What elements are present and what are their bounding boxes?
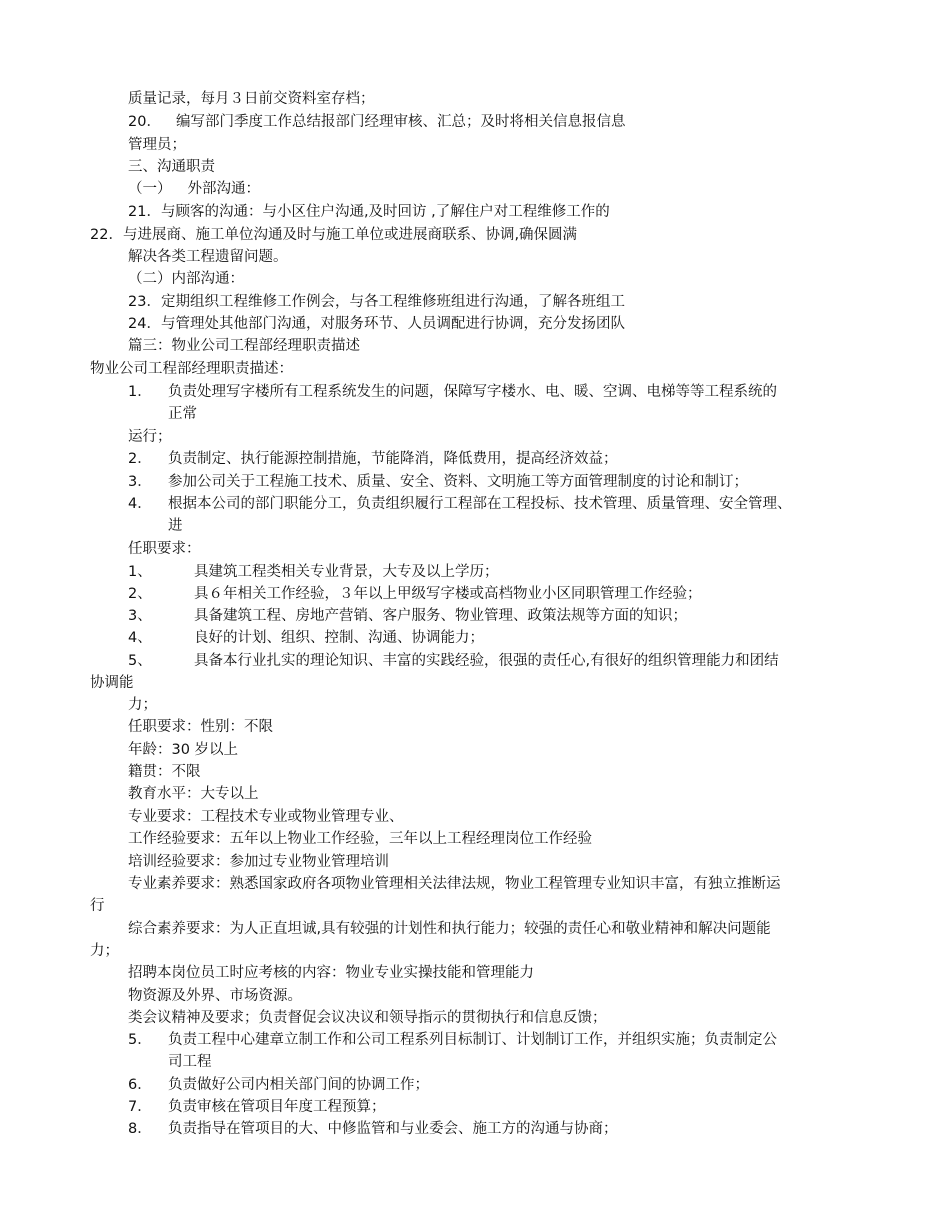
numbered-item bbox=[128, 1029, 777, 1051]
item-number: 1． bbox=[128, 384, 152, 400]
text-line: 质量记录，每月３日前交资料室存档； bbox=[128, 91, 375, 107]
subsection-heading: （二）内部沟通： bbox=[128, 271, 244, 287]
item-text: 具备建筑工程、房地产营销、客户服务、物业管理、政策法规等方面的知识； bbox=[194, 608, 687, 624]
text-line: 专业素养要求：熟悉国家政府各项物业管理相关法律法规，物业工程管理专业知识丰富，有独立推断运 bbox=[128, 876, 781, 892]
text-line: 类会议精神及要求；负责督促会议决议和领导指示的贯彻执行和信息反馈； bbox=[128, 1010, 607, 1026]
item-text: 负责处理写字楼所有工程系统发生的问题，保障写字楼水、电、暖、空调、电梯等等工程系统的 bbox=[168, 384, 777, 400]
item-text: 具建筑工程类相关专业背景，大专及以上学历； bbox=[194, 564, 499, 580]
item-text: 良好的计划、组织、控制、沟通、协调能力； bbox=[194, 630, 484, 646]
text-line: 力； bbox=[90, 943, 119, 959]
numbered-item bbox=[128, 1096, 386, 1118]
text-line: 任职要求： bbox=[128, 541, 201, 557]
numbered-item bbox=[128, 650, 779, 672]
text-line: 运行； bbox=[128, 429, 172, 445]
numbered-item bbox=[128, 471, 748, 493]
text-line: 23．定期组织工程维修工作例会，与各工程维修班组进行沟通，了解各班组工 bbox=[128, 294, 625, 310]
text-line: 任职要求：性别：不限 bbox=[128, 719, 273, 735]
item-number: 8． bbox=[128, 1121, 152, 1137]
text-line: 物资源及外界、市场资源。 bbox=[128, 988, 302, 1004]
section-heading: 三、沟通职责 bbox=[128, 159, 215, 175]
item-number: 1、 bbox=[128, 564, 152, 580]
text-line: 专业要求：工程技术专业或物业管理专业、 bbox=[128, 809, 404, 825]
text-line: 解决各类工程遗留问题。 bbox=[128, 249, 288, 265]
text-line: 教育水平：大专以上 bbox=[128, 786, 259, 802]
numbered-item bbox=[128, 561, 499, 583]
numbered-item bbox=[128, 1118, 618, 1140]
item-text: 参加公司关于工程施工技术、质量、安全、资料、文明施工等方面管理制度的讨论和制订； bbox=[168, 474, 748, 490]
item-text: 负责指导在管项目的大、中修监管和与业委会、施工方的沟通与协商； bbox=[168, 1121, 618, 1137]
item-number: 6． bbox=[128, 1077, 152, 1093]
text-line: 管理员； bbox=[128, 137, 186, 153]
text-line: 力； bbox=[128, 697, 157, 713]
text-line: 24．与管理处其他部门沟通，对服务环节、人员调配进行协调，充分发扬团队 bbox=[128, 316, 625, 332]
item-text: 负责做好公司内相关部门间的协调工作； bbox=[168, 1077, 429, 1093]
numbered-item bbox=[128, 493, 792, 515]
item-text: 根据本公司的部门职能分工，负责组织履行工程部在工程投标、技术管理、质量管理、安全管理、 bbox=[168, 496, 792, 512]
text-line: 进 bbox=[168, 518, 183, 534]
numbered-item bbox=[128, 627, 484, 649]
numbered-item bbox=[128, 381, 777, 403]
item-text: 具６年相关工作经验，３年以上甲级写字楼或高档物业小区同职管理工作经验； bbox=[194, 586, 702, 602]
text-line: 培训经验要求：参加过专业物业管理培训 bbox=[128, 854, 389, 870]
item-number: 7． bbox=[128, 1099, 152, 1115]
item-number: 5． bbox=[128, 1032, 152, 1048]
text-line: 22．与进展商、施工单位沟通及时与施工单位或进展商联系、协调,确保圆满 bbox=[90, 227, 578, 243]
item-text: 具备本行业扎实的理论知识、丰富的实践经验，很强的责任心,有很好的组织管理能力和团结 bbox=[194, 653, 779, 669]
item-number: 20． bbox=[128, 114, 161, 130]
text-line: 工作经验要求：五年以上物业工作经验，三年以上工程经理岗位工作经验 bbox=[128, 831, 592, 847]
item-number: 3． bbox=[128, 474, 152, 490]
numbered-item bbox=[128, 111, 626, 133]
subsection-heading bbox=[128, 178, 260, 200]
numbered-item bbox=[128, 583, 702, 605]
text-line: 司工程 bbox=[168, 1054, 212, 1070]
item-text: 负责工程中心建章立制工作和公司工程系列目标制订、计划制订工作，并组织实施；负责制定公 bbox=[168, 1032, 777, 1048]
item-number: 4． bbox=[128, 496, 152, 512]
item-text: 编写部门季度工作总结报部门经理审核、汇总；及时将相关信息报信息 bbox=[176, 114, 626, 130]
item-number: 4、 bbox=[128, 630, 152, 646]
text-line: 物业公司工程部经理职责描述： bbox=[90, 361, 293, 377]
text-line: 行 bbox=[90, 898, 105, 914]
item-number: 5、 bbox=[128, 653, 152, 669]
text-line: 籍贯：不限 bbox=[128, 764, 201, 780]
subsection-title: 外部沟通： bbox=[187, 181, 260, 197]
chapter-heading: 篇三：物业公司工程部经理职责描述 bbox=[128, 338, 360, 354]
text-line: 21．与顾客的沟通：与小区住户沟通,及时回访 ,了解住户对工程维修工作的 bbox=[128, 204, 610, 220]
text-line: 招聘本岗位员工时应考核的内容：物业专业实操技能和管理能力 bbox=[128, 965, 534, 981]
item-text: 负责制定、执行能源控制措施，节能降消，降低费用，提高经济效益； bbox=[168, 451, 618, 467]
numbered-item bbox=[128, 605, 687, 627]
text-line: 综合素养要求：为人正直坦诚,具有较强的计划性和执行能力；较强的责任心和敬业精神和解决问题能 bbox=[128, 921, 771, 937]
item-number: 3、 bbox=[128, 608, 152, 624]
text-line: 年龄：30 岁以上 bbox=[128, 742, 239, 758]
subsection-marker: （一） bbox=[128, 181, 172, 197]
item-text: 负责审核在管项目年度工程预算； bbox=[168, 1099, 386, 1115]
numbered-item bbox=[128, 1074, 429, 1096]
item-number: 2． bbox=[128, 451, 152, 467]
text-line: 协调能 bbox=[90, 675, 134, 691]
item-number: 2、 bbox=[128, 586, 152, 602]
text-line: 正常 bbox=[168, 406, 197, 422]
numbered-item bbox=[128, 448, 618, 470]
